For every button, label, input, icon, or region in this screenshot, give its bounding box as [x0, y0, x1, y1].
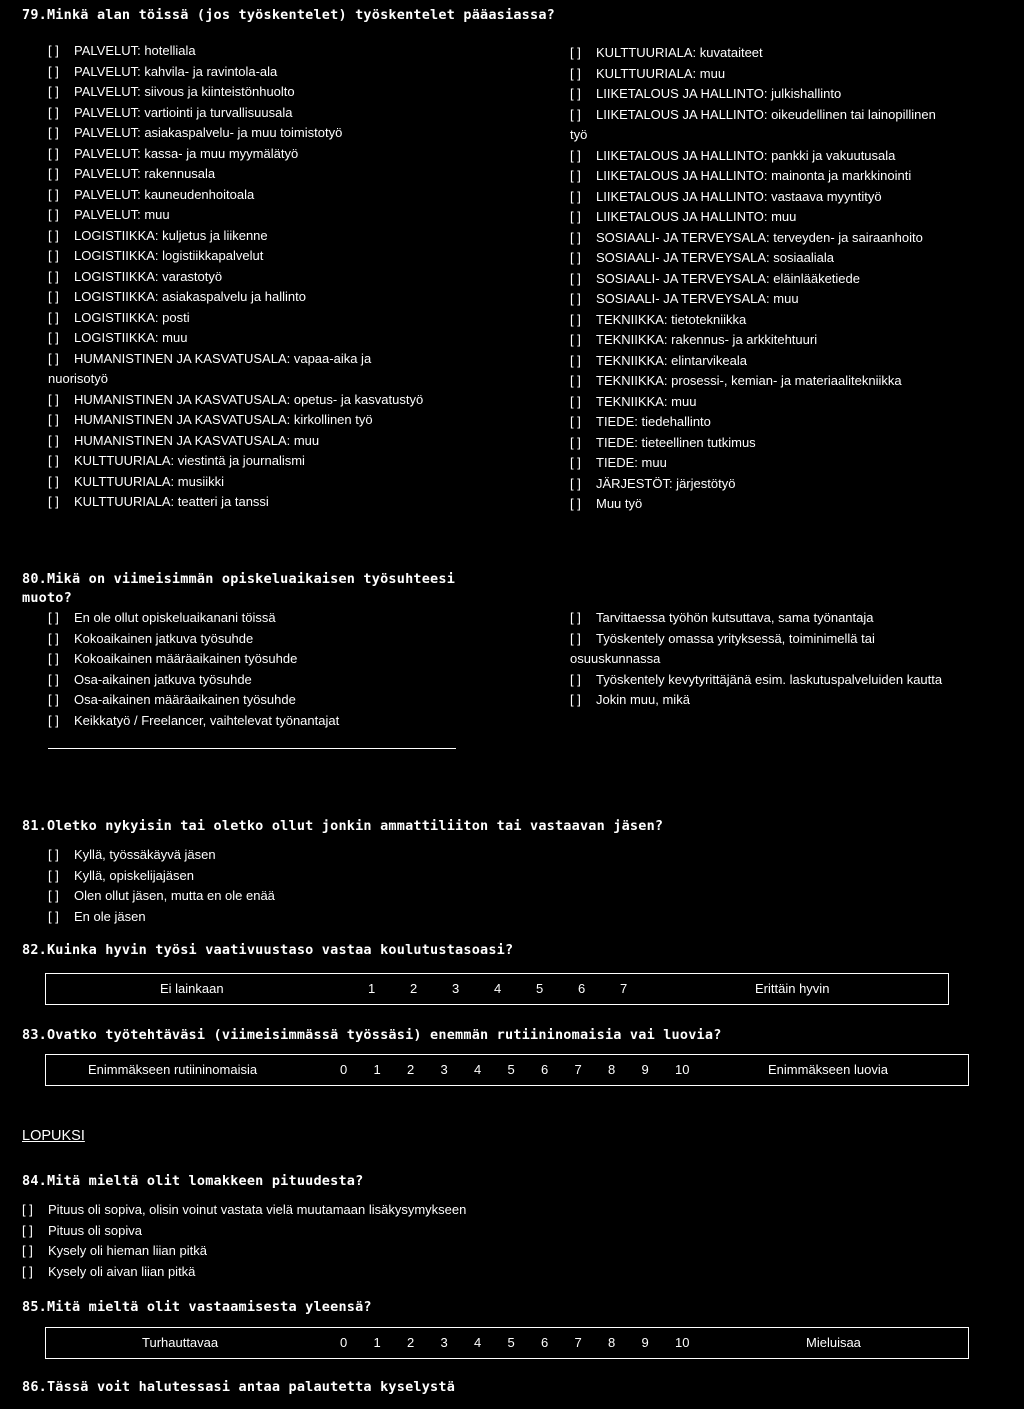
option-item[interactable] [48, 670, 339, 691]
option-item[interactable] [22, 1241, 466, 1262]
option-label: LIIKETALOUS JA HALLINTO: muu [596, 209, 797, 224]
scale-option[interactable]: 5 [507, 1062, 515, 1077]
scale-high-label: Erittäin hyvin [755, 981, 830, 996]
question-text: Ovatko työtehtäväsi (viimeisimmässä työssäsi) enemmän rutiininomaisia vai luovia? [46, 1027, 722, 1043]
checkbox[interactable]: [ ] [570, 671, 581, 687]
question-number: 82. [22, 942, 47, 958]
question-number: 79. [22, 7, 47, 23]
question-text: Minkä alan töissä (jos työskentelet) työskentelet pääasiassa? [46, 7, 555, 23]
option-item[interactable] [22, 1221, 466, 1242]
question-text: Mitä mieltä olit lomakkeen pituudesta? [46, 1173, 364, 1189]
checkbox[interactable]: [ ] [48, 494, 59, 509]
checkbox[interactable]: [ ] [48, 186, 59, 202]
option-label: Kyllä, opiskelijajäsen [74, 867, 194, 883]
q79-right-options [570, 43, 936, 515]
checkbox[interactable]: [ ] [48, 867, 59, 883]
option-label: Muu työ [596, 496, 643, 511]
checkbox[interactable]: [ ] [48, 104, 59, 120]
checkbox[interactable]: [ ] [48, 350, 59, 366]
q83-rating-scale [45, 1054, 969, 1086]
option-label: LOGISTIIKKA: posti [74, 309, 190, 325]
scale-option[interactable]: 3 [440, 1335, 448, 1350]
option-label: Osa-aikainen määräaikainen työsuhde [74, 692, 296, 707]
option-label: Pituus oli sopiva, olisin voinut vastata vielä muutamaan lisäkysymykseen [48, 1202, 467, 1217]
option-item[interactable] [570, 43, 936, 64]
option-label: LIIKETALOUS JA HALLINTO: mainonta ja markkinointi [596, 168, 912, 183]
checkbox[interactable]: [ ] [570, 610, 581, 625]
question-text: Oletko nykyisin tai oletko ollut jonkin ammattiliiton tai vastaavan jäsen? [46, 818, 664, 834]
question-number: 80. [22, 571, 47, 587]
option-label: Keikkatyö / Freelancer, vaihtelevat työnantajat [74, 712, 340, 728]
scale-option[interactable]: 10 [675, 1062, 690, 1077]
option-label: PALVELUT: kassa- ja muu myymälätyö [74, 145, 299, 161]
scale-option[interactable]: 8 [608, 1335, 616, 1350]
option-item[interactable] [570, 351, 936, 372]
option-item[interactable] [570, 248, 936, 269]
question-86-title [22, 1378, 455, 1397]
scale-option[interactable]: 4 [494, 981, 502, 996]
checkbox[interactable]: [ ] [570, 270, 581, 286]
option-item[interactable] [48, 472, 423, 493]
option-label: HUMANISTINEN JA KASVATUSALA: opetus- ja kasvatustyö [74, 391, 424, 407]
option-label: SOSIAALI- JA TERVEYSALA: sosiaaliala [596, 250, 834, 265]
question-85-title [22, 1298, 372, 1317]
option-item[interactable] [570, 690, 942, 711]
option-label: HUMANISTINEN JA KASVATUSALA: kirkollinen työ [74, 412, 373, 427]
q84-options [22, 1200, 466, 1282]
scale-option[interactable]: 7 [574, 1335, 582, 1350]
checkbox[interactable]: [ ] [48, 610, 59, 625]
option-item[interactable] [570, 289, 936, 310]
option-label: En ole jäsen [74, 908, 146, 924]
checkbox[interactable]: [ ] [48, 453, 59, 468]
scale-option[interactable]: 3 [440, 1062, 448, 1077]
checkbox[interactable]: [ ] [48, 692, 59, 707]
checkbox[interactable]: [ ] [570, 352, 581, 368]
checkbox[interactable]: [ ] [48, 391, 59, 407]
option-item[interactable] [48, 226, 423, 247]
option-label: PALVELUT: vartiointi ja turvallisuusala [74, 104, 293, 120]
checkbox[interactable]: [ ] [48, 712, 59, 728]
option-item[interactable] [570, 187, 936, 208]
option-label: työ [570, 127, 588, 142]
option-item[interactable] [570, 84, 936, 105]
question-text-continued: muoto? [22, 590, 72, 606]
option-label: PALVELUT: kahvila- ja ravintola-ala [74, 63, 278, 79]
option-label: LIIKETALOUS JA HALLINTO: julkishallinto [596, 86, 842, 101]
option-label: PALVELUT: hotelliala [74, 43, 196, 58]
question-number: 83. [22, 1027, 47, 1043]
checkbox[interactable]: [ ] [570, 291, 581, 306]
option-item[interactable] [570, 670, 942, 691]
scale-option[interactable]: 1 [373, 1062, 381, 1077]
checkbox[interactable]: [ ] [48, 43, 59, 58]
checkbox[interactable]: [ ] [570, 168, 581, 183]
option-item[interactable] [48, 185, 423, 206]
option-item[interactable] [48, 845, 275, 866]
checkbox[interactable]: [ ] [48, 330, 59, 345]
option-item[interactable] [48, 62, 423, 83]
checkbox[interactable]: [ ] [22, 1243, 33, 1258]
option-item[interactable] [48, 144, 423, 165]
option-item[interactable] [48, 103, 423, 124]
option-label: Pituus oli sopiva [48, 1222, 142, 1238]
option-item[interactable] [48, 690, 339, 711]
checkbox[interactable]: [ ] [570, 692, 581, 707]
checkbox[interactable]: [ ] [22, 1202, 33, 1217]
checkbox[interactable]: [ ] [570, 229, 581, 245]
option-item[interactable] [570, 207, 936, 228]
option-item[interactable] [570, 433, 936, 454]
option-item[interactable] [570, 105, 936, 126]
option-label: Osa-aikainen jatkuva työsuhde [74, 671, 252, 687]
option-label: SOSIAALI- JA TERVEYSALA: terveyden- ja sairaanhoito [596, 229, 923, 245]
scale-option[interactable]: 1 [373, 1335, 381, 1350]
section-heading: LOPUKSI [22, 1128, 85, 1144]
question-text: Tässä voit halutessasi antaa palautetta kyselystä [46, 1379, 456, 1395]
checkbox[interactable]: [ ] [570, 86, 581, 101]
checkbox[interactable]: [ ] [48, 908, 59, 924]
option-label: Jokin muu, mikä [596, 692, 690, 707]
question-79-title [22, 6, 555, 25]
checkbox[interactable]: [ ] [570, 455, 581, 470]
option-item[interactable] [48, 82, 423, 103]
option-label: TIEDE: tiedehallinto [596, 414, 711, 429]
scale-option[interactable]: 4 [474, 1062, 482, 1077]
option-label: KULTTUURIALA: muu [596, 65, 726, 81]
option-label: Kokoaikainen määräaikainen työsuhde [74, 651, 298, 666]
checkbox[interactable]: [ ] [570, 393, 581, 409]
option-item[interactable] [570, 412, 936, 433]
option-label: Työskentely kevytyrittäjänä esim. laskutuspalveluiden kautta [596, 671, 943, 687]
question-83-title [22, 1026, 722, 1045]
q81-options [48, 845, 275, 927]
option-item[interactable] [48, 431, 423, 452]
option-label: LOGISTIIKKA: logistiikkapalvelut [74, 248, 264, 263]
checkbox[interactable]: [ ] [48, 432, 59, 448]
option-item[interactable] [48, 410, 423, 431]
checkbox[interactable]: [ ] [48, 207, 59, 222]
checkbox[interactable]: [ ] [48, 412, 59, 427]
question-number: 84. [22, 1173, 47, 1189]
option-item[interactable] [570, 228, 936, 249]
option-item[interactable] [48, 164, 423, 185]
option-item[interactable] [570, 64, 936, 85]
option-label: TEKNIIKKA: rakennus- ja arkkitehtuuri [596, 332, 818, 347]
question-number: 86. [22, 1379, 47, 1395]
option-continuation [570, 649, 942, 670]
scale-option[interactable]: 7 [620, 981, 628, 996]
option-label: KULTTUURIALA: viestintä ja journalismi [74, 453, 305, 468]
option-item[interactable] [570, 146, 936, 167]
checkbox[interactable]: [ ] [570, 188, 581, 204]
scale-option[interactable]: 8 [608, 1062, 616, 1077]
checkbox[interactable]: [ ] [48, 651, 59, 666]
scale-option[interactable]: 9 [641, 1335, 649, 1350]
checkbox[interactable]: [ ] [48, 671, 59, 687]
option-label: LOGISTIIKKA: varastotyö [74, 268, 223, 284]
option-item[interactable] [48, 649, 339, 670]
option-label: TEKNIIKKA: muu [596, 393, 697, 409]
option-item[interactable] [48, 492, 423, 513]
option-item[interactable] [570, 330, 936, 351]
option-item[interactable] [48, 907, 275, 928]
q79-left-options [48, 41, 423, 513]
option-item[interactable] [48, 287, 423, 308]
option-item[interactable] [48, 866, 275, 887]
scale-option[interactable]: 6 [541, 1335, 549, 1350]
scale-option[interactable]: 9 [641, 1062, 649, 1077]
scale-option[interactable]: 3 [452, 981, 460, 996]
option-label: JÄRJESTÖT: järjestötyö [596, 475, 736, 491]
checkbox[interactable]: [ ] [48, 268, 59, 284]
checkbox[interactable]: [ ] [570, 496, 581, 511]
checkbox[interactable]: [ ] [570, 630, 581, 646]
checkbox[interactable]: [ ] [48, 125, 59, 140]
question-number: 85. [22, 1299, 47, 1315]
checkbox[interactable]: [ ] [570, 475, 581, 491]
option-item[interactable] [48, 608, 339, 629]
option-item[interactable] [570, 629, 942, 650]
scale-low-label: Enimmäkseen rutiininomaisia [88, 1062, 258, 1077]
checkbox[interactable]: [ ] [48, 63, 59, 79]
checkbox[interactable]: [ ] [570, 209, 581, 224]
option-label: osuuskunnassa [570, 651, 661, 666]
option-label: TEKNIIKKA: tietotekniikka [596, 311, 747, 327]
option-label: LIIKETALOUS JA HALLINTO: vastaava myyntityö [596, 188, 882, 204]
checkbox[interactable]: [ ] [22, 1263, 33, 1279]
question-text: Mikä on viimeisimmän opiskeluaikaisen työsuhteesi [46, 571, 456, 587]
checkbox[interactable]: [ ] [48, 227, 59, 243]
option-item[interactable] [22, 1262, 466, 1283]
option-item[interactable] [570, 166, 936, 187]
option-item[interactable] [570, 269, 936, 290]
option-label: KULTTUURIALA: kuvataiteet [596, 45, 763, 60]
checkbox[interactable]: [ ] [570, 373, 581, 388]
option-item[interactable] [48, 205, 423, 226]
option-label: Tarvittaessa työhön kutsuttava, sama työnantaja [596, 610, 874, 625]
checkbox[interactable]: [ ] [570, 332, 581, 347]
option-label: TIEDE: muu [596, 455, 667, 470]
q82-rating-scale [45, 973, 949, 1005]
option-continuation [48, 369, 423, 390]
option-label: Olen ollut jäsen, mutta en ole enää [74, 888, 275, 903]
option-item[interactable] [48, 390, 423, 411]
option-item[interactable] [48, 308, 423, 329]
question-text: Mitä mieltä olit vastaamisesta yleensä? [46, 1299, 372, 1315]
scale-option[interactable]: 7 [574, 1062, 582, 1077]
option-label: Kysely oli hieman liian pitkä [48, 1243, 207, 1258]
option-label: PALVELUT: asiakaspalvelu- ja muu toimistotyö [74, 125, 343, 140]
checkbox[interactable]: [ ] [570, 65, 581, 81]
option-continuation [570, 125, 936, 146]
option-item[interactable] [48, 328, 423, 349]
option-item[interactable] [570, 392, 936, 413]
q80-left-options [48, 608, 339, 731]
checkbox[interactable]: [ ] [48, 888, 59, 903]
q85-rating-scale [45, 1327, 969, 1359]
checkbox[interactable]: [ ] [570, 250, 581, 265]
scale-option[interactable]: 4 [474, 1335, 482, 1350]
option-item[interactable] [48, 451, 423, 472]
scale-option[interactable]: 0 [340, 1062, 348, 1077]
checkbox[interactable]: [ ] [48, 847, 59, 862]
checkbox[interactable]: [ ] [48, 166, 59, 181]
option-item[interactable] [48, 246, 423, 267]
question-number: 81. [22, 818, 47, 834]
option-item[interactable] [570, 608, 942, 629]
scale-option[interactable]: 2 [407, 1062, 415, 1077]
option-label: HUMANISTINEN JA KASVATUSALA: muu [74, 432, 320, 448]
other-answer-line[interactable] [48, 748, 456, 749]
option-item[interactable] [22, 1200, 466, 1221]
option-label: SOSIAALI- JA TERVEYSALA: muu [596, 291, 799, 306]
option-item[interactable] [48, 349, 423, 370]
option-label: TEKNIIKKA: prosessi-, kemian- ja materiaalitekniikka [596, 373, 902, 388]
option-item[interactable] [570, 310, 936, 331]
checkbox[interactable]: [ ] [570, 311, 581, 327]
option-item[interactable] [570, 371, 936, 392]
option-label: Työskentely omassa yrityksessä, toiminimellä tai [596, 630, 875, 646]
scale-high-label: Enimmäkseen luovia [768, 1062, 888, 1077]
checkbox[interactable]: [ ] [570, 434, 581, 450]
option-item[interactable] [570, 453, 936, 474]
option-label: LOGISTIIKKA: muu [74, 330, 188, 345]
q80-right-options [570, 608, 942, 711]
question-80-title [22, 570, 455, 608]
option-label: nuorisotyö [48, 371, 108, 386]
option-label: PALVELUT: rakennusala [74, 166, 216, 181]
option-label: LOGISTIIKKA: kuljetus ja liikenne [74, 227, 268, 243]
option-item[interactable] [48, 41, 423, 62]
question-82-title [22, 941, 513, 960]
option-item[interactable] [48, 711, 339, 732]
option-item[interactable] [48, 123, 423, 144]
option-label: LOGISTIIKKA: asiakaspalvelu ja hallinto [74, 289, 306, 304]
question-84-title [22, 1172, 363, 1191]
option-item[interactable] [48, 267, 423, 288]
option-label: HUMANISTINEN JA KASVATUSALA: vapaa-aika ja [74, 350, 372, 366]
checkbox[interactable]: [ ] [48, 84, 59, 99]
option-label: PALVELUT: kauneudenhoitoala [74, 186, 255, 202]
option-item[interactable] [570, 494, 936, 515]
option-label: KULTTUURIALA: teatteri ja tanssi [74, 494, 269, 509]
option-label: TEKNIIKKA: elintarvikeala [596, 352, 748, 368]
question-text: Kuinka hyvin työsi vaativuustaso vastaa koulutustasoasi? [46, 942, 514, 958]
scale-option[interactable]: 2 [407, 1335, 415, 1350]
option-label: KULTTUURIALA: musiikki [74, 473, 225, 489]
option-label: Kyllä, työssäkäyvä jäsen [74, 847, 216, 862]
option-label: PALVELUT: siivous ja kiinteistönhuolto [74, 84, 295, 99]
option-label: LIIKETALOUS JA HALLINTO: pankki ja vakuutusala [596, 147, 896, 163]
option-label: Kysely oli aivan liian pitkä [48, 1263, 196, 1279]
option-label: Kokoaikainen jatkuva työsuhde [74, 630, 254, 646]
checkbox[interactable]: [ ] [48, 630, 59, 646]
scale-high-label: Mieluisaa [806, 1335, 861, 1350]
checkbox[interactable]: [ ] [570, 147, 581, 163]
checkbox[interactable]: [ ] [48, 289, 59, 304]
question-81-title [22, 817, 663, 836]
checkbox[interactable]: [ ] [570, 106, 581, 122]
scale-low-label: Turhauttavaa [142, 1335, 219, 1350]
option-label: TIEDE: tieteellinen tutkimus [596, 434, 756, 450]
scale-option[interactable]: 6 [541, 1062, 549, 1077]
checkbox[interactable]: [ ] [48, 145, 59, 161]
checkbox[interactable]: [ ] [48, 248, 59, 263]
checkbox[interactable]: [ ] [22, 1222, 33, 1238]
checkbox[interactable]: [ ] [48, 473, 59, 489]
option-item[interactable] [48, 886, 275, 907]
option-label: LIIKETALOUS JA HALLINTO: oikeudellinen tai lainopillinen [596, 106, 936, 122]
scale-option[interactable]: 2 [410, 981, 418, 996]
scale-option[interactable]: 5 [536, 981, 544, 996]
checkbox[interactable]: [ ] [570, 45, 581, 60]
option-label: En ole ollut opiskeluaikanani töissä [74, 610, 276, 625]
scale-option[interactable]: 0 [340, 1335, 348, 1350]
scale-option[interactable]: 5 [507, 1335, 515, 1350]
scale-option[interactable]: 6 [578, 981, 586, 996]
scale-option[interactable]: 10 [675, 1335, 690, 1350]
option-label: SOSIAALI- JA TERVEYSALA: eläinlääketiede [596, 270, 860, 286]
scale-low-label: Ei lainkaan [160, 981, 224, 996]
checkbox[interactable]: [ ] [48, 309, 59, 325]
option-item[interactable] [570, 474, 936, 495]
checkbox[interactable]: [ ] [570, 414, 581, 429]
option-label: PALVELUT: muu [74, 207, 170, 222]
option-item[interactable] [48, 629, 339, 650]
scale-option[interactable]: 1 [368, 981, 376, 996]
